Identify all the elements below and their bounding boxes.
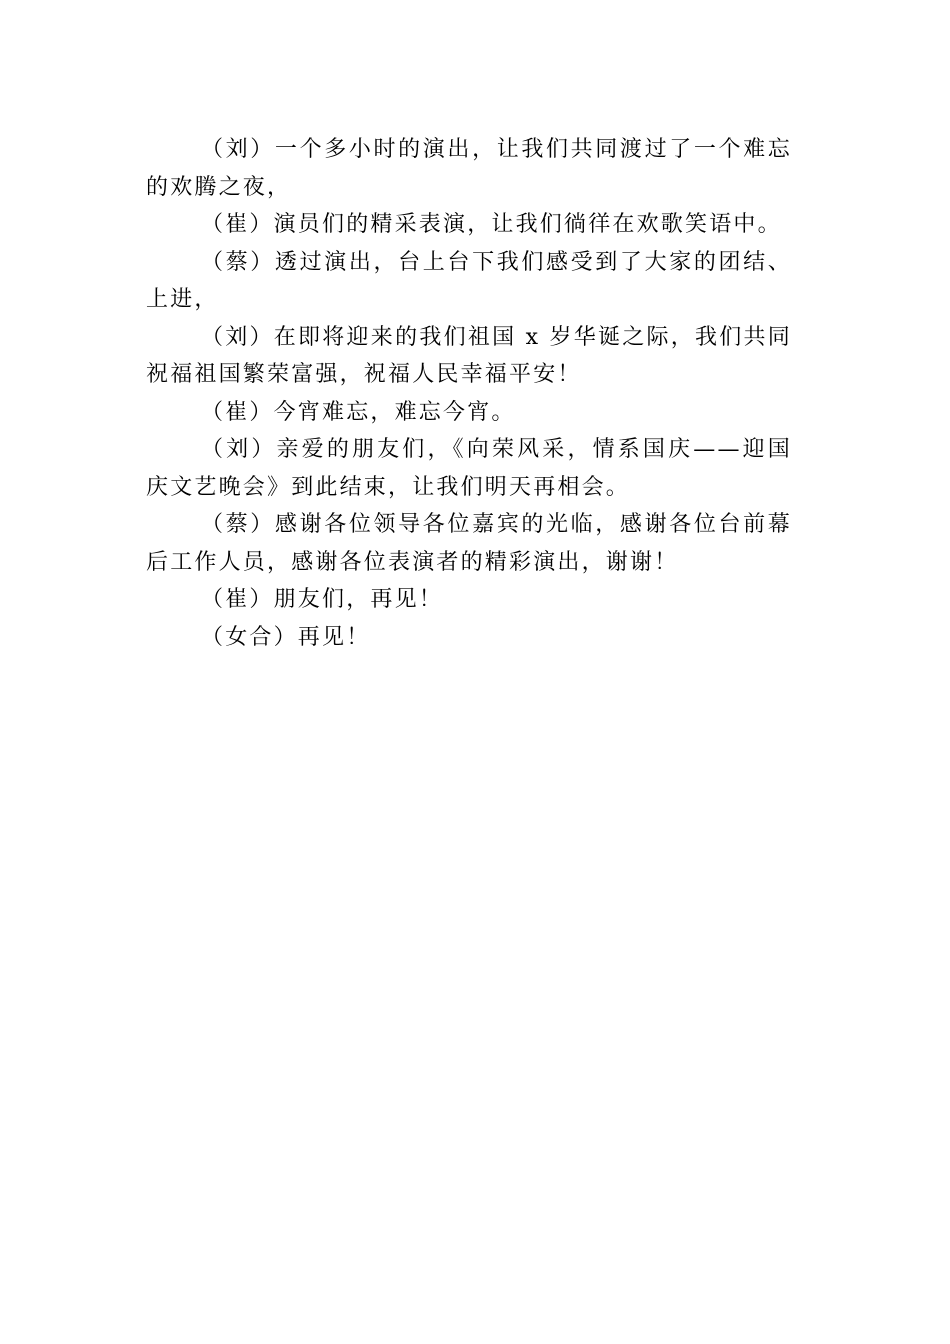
paragraph-4: （刘）在即将迎来的我们祖国 x 岁华诞之际，我们共同祝福祖国繁荣富强，祝福人民幸福平安！ bbox=[146, 324, 792, 387]
paragraph-1: （刘）一个多小时的演出，让我们共同渡过了一个难忘的欢腾之夜， bbox=[146, 137, 792, 200]
paragraph-3: （蔡）透过演出，台上台下我们感受到了大家的团结、上进， bbox=[146, 249, 792, 312]
paragraph-2: （崔）演员们的精采表演，让我们徜徉在欢歌笑语中。 bbox=[201, 212, 782, 237]
paragraph-8: （崔）朋友们，再见！ bbox=[201, 587, 444, 612]
paragraph-7: （蔡）感谢各位领导各位嘉宾的光临，感谢各位台前幕后工作人员，感谢各位表演者的精彩演出，谢谢！ bbox=[146, 512, 792, 575]
document-body bbox=[146, 131, 792, 656]
paragraph-9: （女合）再见！ bbox=[201, 624, 371, 650]
paragraph-5: （崔）今宵难忘，难忘今宵。 bbox=[201, 399, 516, 425]
paragraph-6: （刘）亲爱的朋友们，《向荣风采，情系国庆——迎国庆文艺晚会》到此结束，让我们明天再相会。 bbox=[146, 437, 792, 500]
